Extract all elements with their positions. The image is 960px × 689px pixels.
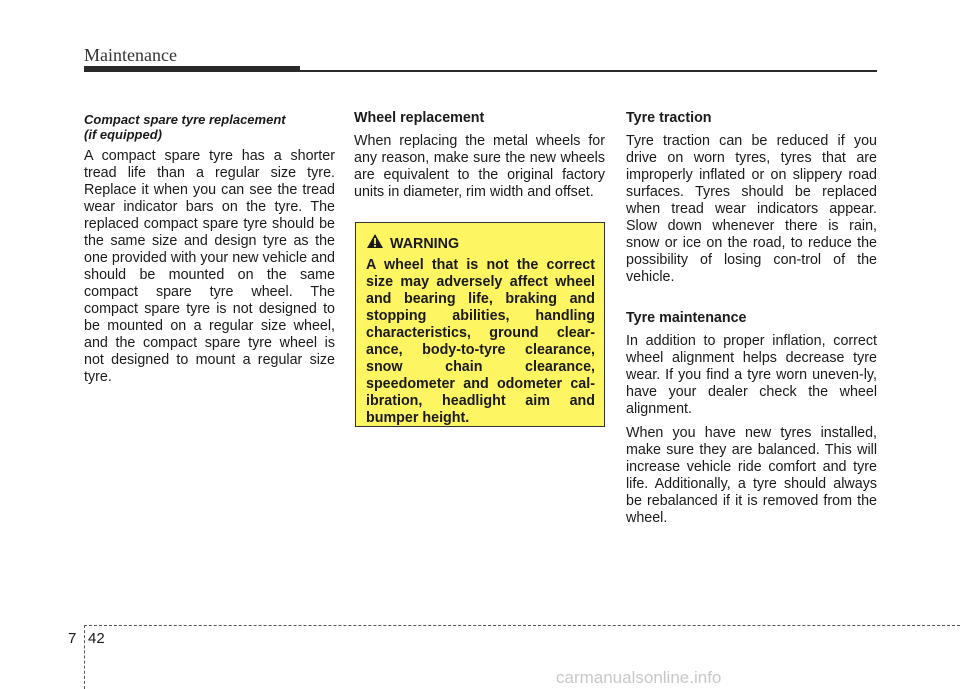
warning-text: A wheel that is not the correct size may adversely affect wheel and bearing life, braking and stopping abilities, handling characteristics, ground clear-ance, body-to-tyre clearance, snow chain clearance, speedometer and odometer cal-ibration, headlight aim and bumper height. <box>366 257 595 426</box>
wheel-replacement-paragraph: When replacing the metal wheels for any reason, make sure the new wheels are equivalent to the original factory units in diameter, rim width and offset. <box>354 133 605 200</box>
header-rule-thick <box>84 66 300 72</box>
footer-divider <box>84 625 85 689</box>
tyre-maintenance-paragraph-1: In addition to proper inflation, correct wheel alignment helps decrease tyre wear. If you find a tyre worn uneven-ly, have your dealer check the wheel alignment. <box>626 333 877 417</box>
compact-spare-subheading-line1: Compact spare tyre replacement <box>84 112 286 127</box>
tyre-maintenance-heading: Tyre maintenance <box>626 310 747 326</box>
chapter-number: 7 <box>68 630 77 647</box>
compact-spare-paragraph: A compact spare tyre has a shorter tread life than a regular size tyre. Replace it when you can see the tread wear indicator bars on the tyre. The replaced compact spare tyre should be the same size and design tyre as the one provided with your new vehicle and should be mounted on the same compact spare tyre wheel. The compact spare tyre is not designed to be mounted on a regular size wheel, and the compact spare tyre wheel is not designed to mount a regular size tyre. <box>84 148 335 385</box>
warning-box <box>355 222 605 427</box>
column-middle <box>354 110 605 208</box>
watermark: carmanualsonline.info <box>556 668 722 687</box>
tyre-maintenance-paragraph-2: When you have new tyres installed, make sure they are balanced. This will increase vehicle ride comfort and tyre life. Additionally, a tyre should always be rebalanced if it is removed from the wheel. <box>626 425 877 526</box>
wheel-replacement-heading: Wheel replacement <box>354 110 485 126</box>
column-right <box>626 110 877 534</box>
header-rule-thin <box>300 70 877 72</box>
footer-rule <box>84 625 960 626</box>
page-section-title: Maintenance <box>84 45 177 65</box>
warning-title: WARNING <box>390 235 460 252</box>
page-number: 42 <box>88 630 105 647</box>
tyre-traction-paragraph: Tyre traction can be reduced if you drive on worn tyres, tyres that are improperly inflated or on slippery road surfaces. Tyres should be replaced when tread wear indicators appear. Slow down whenever there is rain, snow or ice on the road, to reduce the possibility of losing con-trol of the vehicle. <box>626 133 877 285</box>
compact-spare-subheading-line2: (if equipped) <box>84 127 162 142</box>
warning-triangle-icon <box>366 233 384 254</box>
warning-header <box>366 233 595 254</box>
tyre-traction-heading: Tyre traction <box>626 110 712 126</box>
column-left <box>84 110 335 393</box>
compact-spare-subheading <box>84 112 335 142</box>
